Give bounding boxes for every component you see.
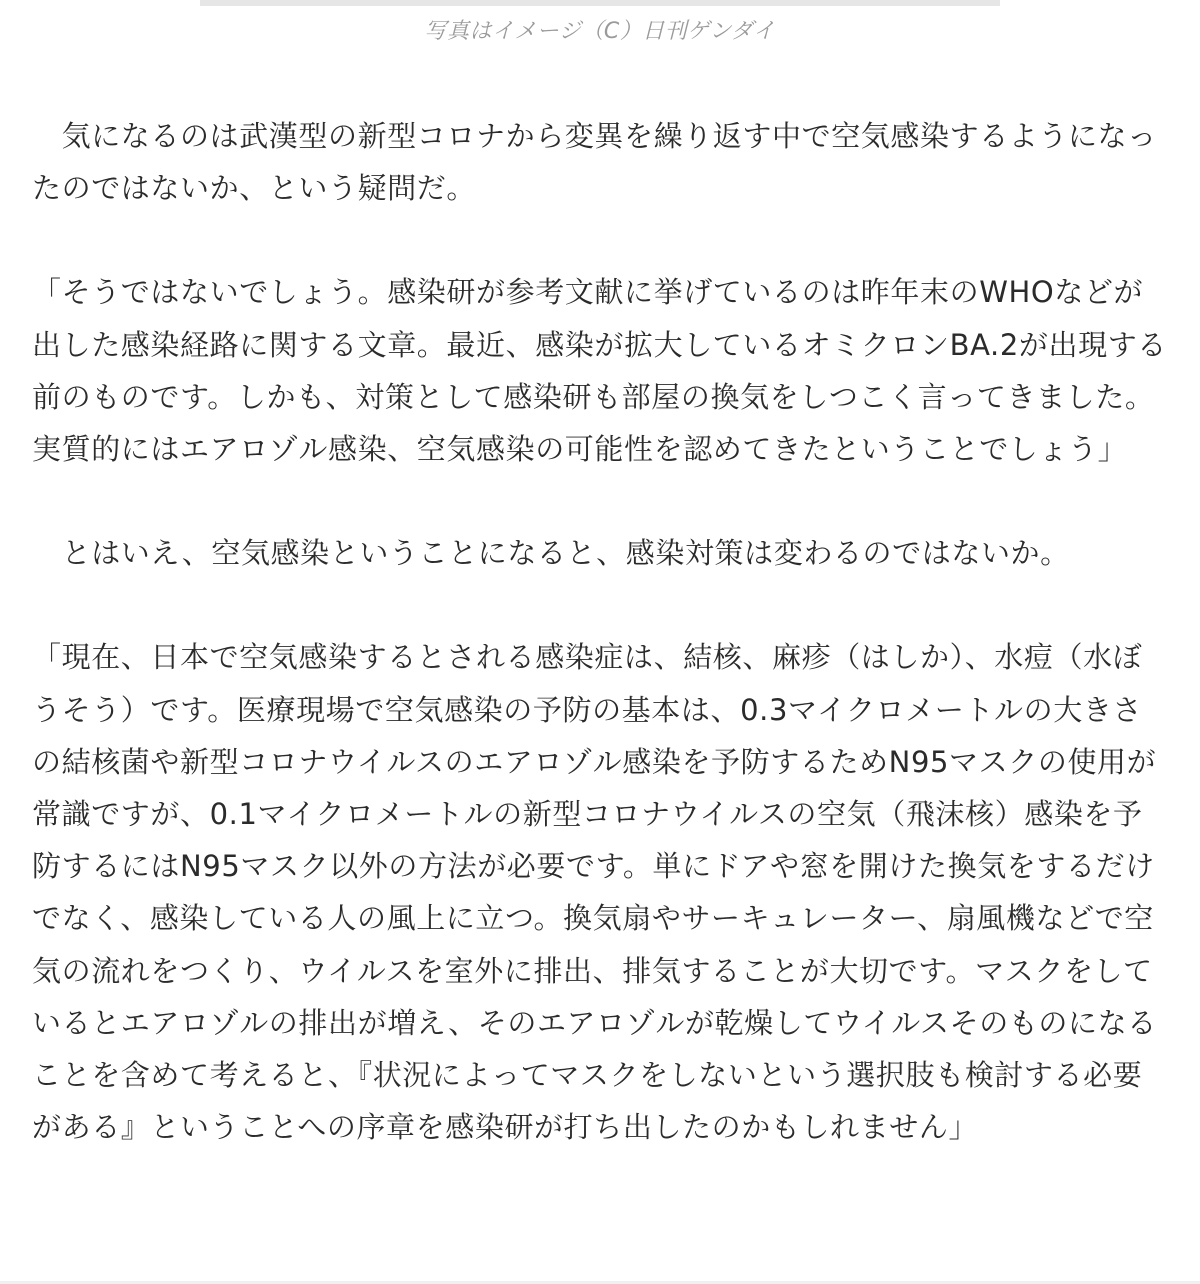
article-paragraph-4: 「現在、日本で空気感染するとされる感染症は、結核、麻疹（はしか）、水痘（水ぼうそう）です。医療現場で空気感染の予防の基本は、0.3マイクロメートルの大きさの結核菌や新型コロナウイルスのエアロゾル感染を予防するためN95マスクの使用が常識ですが、0.1マイクロメートルの新型コロナウイルスの空気（飛沫核）感染を予防するにはN95マスク以外の方法が必要です。単にドアや窓を開けた換気をするだけでなく、感染している人の風上に立つ。換気扇やサーキュレーター、扇風機などで空気の流れをつくり、ウイルスを室外に排出、排気することが大切です。マスクをしているとエアロゾルの排出が増え、そのエアロゾルが乾燥してウイルスそのものになることを含めて考えると、『状況によってマスクをしないという選択肢も検討する必要がある』ということへの序章を感染研が打ち出したのかもしれません」 xyxy=(32,640,1157,1145)
article-paragraph-1: 気になるのは武漢型の新型コロナから変異を繰り返す中で空気感染するようになったのではないか、という疑問だ。 xyxy=(32,119,1157,206)
photo-bottom-edge xyxy=(200,0,1000,6)
image-caption: 写真はイメージ（C）日刊ゲンダイ xyxy=(424,19,776,44)
article-body xyxy=(32,110,1168,1205)
article-paragraph-2: 「そうではないでしょう。感染研が参考文献に挙げているのは昨年末のWHOなどが出した感染経路に関する文章。最近、感染が拡大しているオミクロンBA.2が出現する前のものです。しかも、対策として感染研も部屋の換気をしつこく言ってきました。実質的にはエアロゾル感染、空気感染の可能性を認めてきたということでしょう」 xyxy=(32,275,1167,467)
article-paragraph-3: とはいえ、空気感染ということになると、感染対策は変わるのではないか。 xyxy=(32,536,1070,571)
